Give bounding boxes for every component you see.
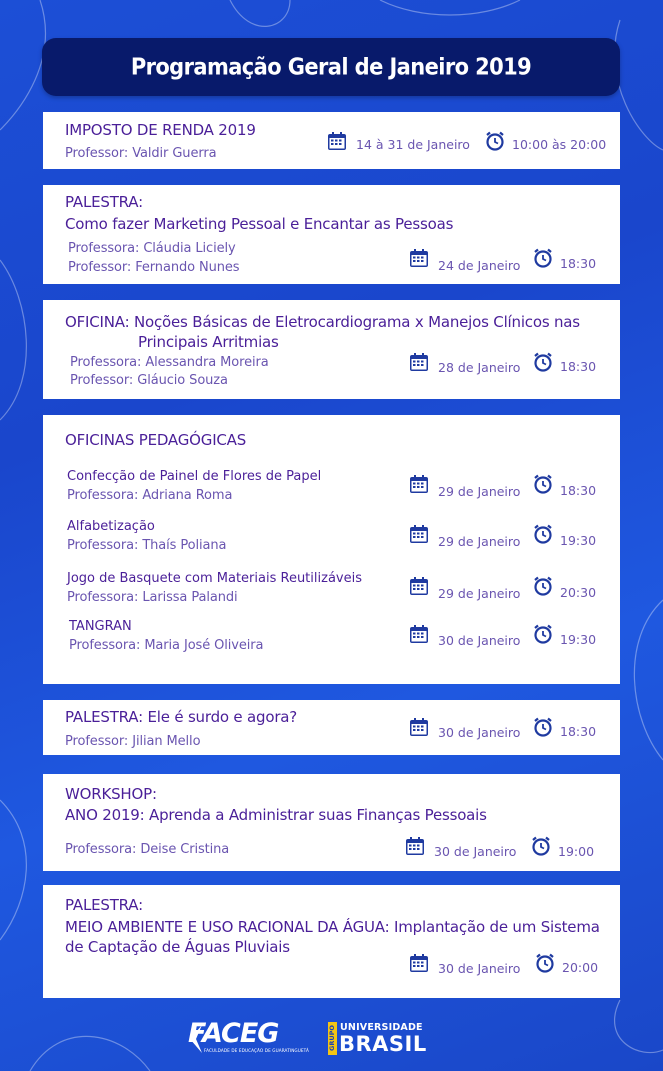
workshop-time: 18:30 bbox=[560, 483, 597, 498]
event-time: 20:00 bbox=[562, 960, 599, 975]
workshop-teacher: Professora: Larissa Palandi bbox=[67, 590, 238, 605]
event-card-oficina bbox=[43, 300, 620, 399]
alarm-clock-icon bbox=[534, 952, 556, 974]
event-time: 18:30 bbox=[560, 724, 597, 739]
event-teacher: Professora: Alessandra Moreira bbox=[70, 355, 269, 370]
workshop-name: TANGRAN bbox=[69, 619, 132, 634]
event-teacher: Professora: Deise Cristina bbox=[65, 842, 230, 857]
event-card-surdo bbox=[43, 700, 620, 755]
event-category: WORKSHOP: bbox=[65, 785, 157, 803]
calendar-icon bbox=[408, 952, 430, 974]
workshop-name: Jogo de Basquete com Materiais Reutilizáveis bbox=[67, 571, 362, 586]
program-header bbox=[42, 38, 620, 96]
calendar-icon bbox=[326, 130, 348, 152]
workshop-teacher: Professora: Adriana Roma bbox=[67, 488, 233, 503]
event-date: 30 de Janeiro bbox=[434, 844, 517, 859]
grupo-badge: GRUPO bbox=[328, 1022, 337, 1055]
workshop-date: 29 de Janeiro bbox=[438, 586, 521, 601]
calendar-icon bbox=[404, 835, 426, 857]
event-category: PALESTRA: bbox=[65, 193, 143, 211]
workshop-teacher: Professora: Thaís Poliana bbox=[67, 538, 227, 553]
event-teacher: Professor: Valdir Guerra bbox=[65, 146, 217, 161]
event-title-continued: Principais Arritmias bbox=[138, 333, 279, 351]
event-time: 18:30 bbox=[560, 359, 597, 374]
workshop-date: 29 de Janeiro bbox=[438, 534, 521, 549]
event-title: PALESTRA: Ele é surdo e agora? bbox=[65, 708, 298, 726]
event-date: 24 de Janeiro bbox=[438, 258, 521, 273]
event-date: 28 de Janeiro bbox=[438, 360, 521, 375]
event-date: 14 à 31 de Janeiro bbox=[356, 137, 470, 152]
event-teacher: Professora: Cláudia Liciely bbox=[68, 241, 236, 256]
event-teacher: Professor: Fernando Nunes bbox=[68, 260, 240, 275]
event-title-continued: de Captação de Águas Pluviais bbox=[65, 938, 290, 956]
event-title: IMPOSTO DE RENDA 2019 bbox=[65, 121, 256, 139]
alarm-clock-icon bbox=[532, 247, 554, 269]
calendar-icon bbox=[408, 623, 430, 645]
workshop-name: Alfabetização bbox=[67, 519, 155, 534]
event-teacher: Professor: Jilian Mello bbox=[65, 734, 201, 749]
calendar-icon bbox=[408, 351, 430, 373]
calendar-icon bbox=[408, 523, 430, 545]
alarm-clock-icon bbox=[530, 835, 552, 857]
calendar-icon bbox=[408, 575, 430, 597]
event-title: ANO 2019: Aprenda a Administrar suas Finanças Pessoais bbox=[65, 806, 487, 824]
universidade-brasil-logo-top: UNIVERSIDADE bbox=[340, 1022, 423, 1033]
alarm-clock-icon bbox=[484, 130, 506, 152]
event-card-workshop bbox=[43, 774, 620, 871]
workshop-date: 30 de Janeiro bbox=[438, 633, 521, 648]
event-card-imposto bbox=[43, 112, 620, 169]
event-card-pedagogicas bbox=[43, 415, 620, 684]
event-title: OFICINAS PEDAGÓGICAS bbox=[65, 431, 247, 449]
alarm-clock-icon bbox=[532, 351, 554, 373]
alarm-clock-icon bbox=[532, 575, 554, 597]
alarm-clock-icon bbox=[532, 523, 554, 545]
event-category: PALESTRA: bbox=[65, 896, 143, 914]
event-time: 19:00 bbox=[558, 844, 595, 859]
workshop-time: 19:30 bbox=[560, 632, 597, 647]
workshop-teacher: Professora: Maria José Oliveira bbox=[69, 638, 264, 653]
calendar-icon bbox=[408, 716, 430, 738]
workshop-time: 20:30 bbox=[560, 585, 597, 600]
faceg-logo-subtitle: FACULDADE DE EDUCAÇÃO DE GUARATINGUETÁ bbox=[204, 1048, 309, 1053]
event-teacher: Professor: Gláucio Souza bbox=[70, 373, 228, 388]
alarm-clock-icon bbox=[532, 716, 554, 738]
event-time: 10:00 às 20:00 bbox=[512, 137, 607, 152]
event-title: MEIO AMBIENTE E USO RACIONAL DA ÁGUA: Implantação de um Sistema bbox=[65, 918, 600, 936]
event-title: OFICINA: Noções Básicas de Eletrocardiograma x Manejos Clínicos nas bbox=[65, 313, 580, 331]
workshop-time: 19:30 bbox=[560, 533, 597, 548]
calendar-icon bbox=[408, 247, 430, 269]
event-date: 30 de Janeiro bbox=[438, 961, 521, 976]
event-card-marketing bbox=[43, 185, 620, 284]
faceg-logo: FACEG bbox=[188, 1018, 279, 1049]
event-title: Como fazer Marketing Pessoal e Encantar as Pessoas bbox=[65, 215, 454, 233]
page-title: Programação Geral de Janeiro 2019 bbox=[130, 53, 532, 81]
event-time: 18:30 bbox=[560, 256, 597, 271]
event-card-meio-ambiente bbox=[43, 885, 620, 998]
calendar-icon bbox=[408, 473, 430, 495]
universidade-brasil-logo: BRASIL bbox=[339, 1032, 427, 1056]
event-date: 30 de Janeiro bbox=[438, 725, 521, 740]
workshop-name: Confecção de Painel de Flores de Papel bbox=[67, 469, 322, 484]
alarm-clock-icon bbox=[532, 623, 554, 645]
workshop-date: 29 de Janeiro bbox=[438, 484, 521, 499]
alarm-clock-icon bbox=[532, 473, 554, 495]
